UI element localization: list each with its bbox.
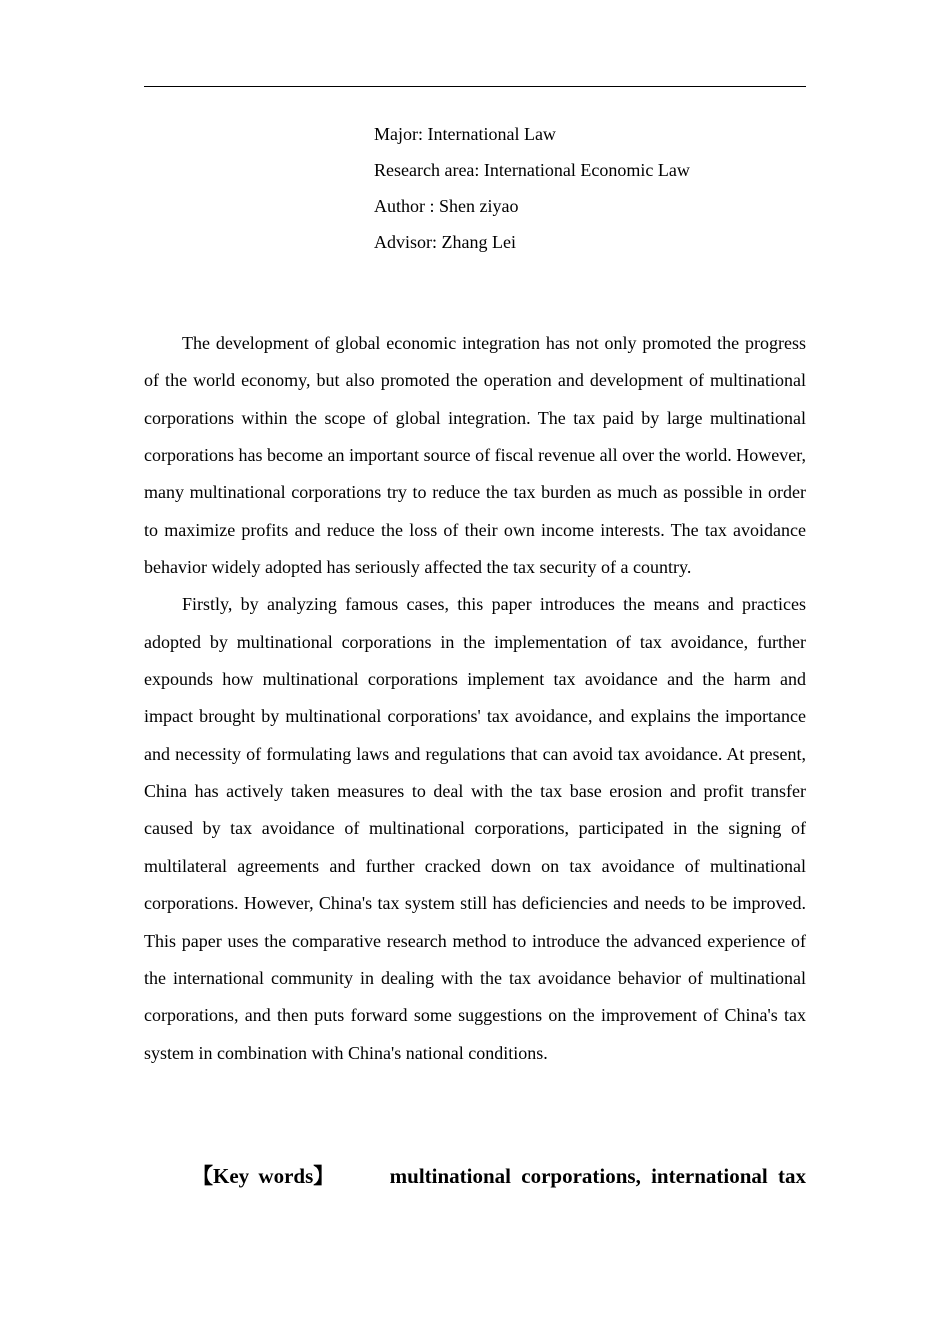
author-line: Author : Shen ziyao bbox=[374, 196, 519, 216]
abstract-paragraph: The development of global economic integration has not only promoted the progress of the world economy, but also promoted the operation and development of multinational corporations within the scope of global integration. The tax paid by large multinational corporations has become an important source of fiscal revenue all over the world. However, many multinational corporations try to reduce the tax burden as much as possible in order to maximize profits and reduce the loss of their own income interests. The tax avoidance behavior widely adopted has seriously affected the tax security of a country. bbox=[144, 333, 806, 578]
abstract-body bbox=[144, 325, 806, 1072]
research-area-line: Research area: International Economic Law bbox=[374, 160, 690, 180]
major-line: Major: International Law bbox=[374, 124, 556, 144]
advisor-line: Advisor: Zhang Lei bbox=[374, 232, 516, 252]
thesis-info-block bbox=[374, 116, 690, 260]
keywords-text: multinational corporations, international tax bbox=[389, 1164, 806, 1188]
keywords-label: 【Key words】 bbox=[192, 1164, 335, 1188]
header-rule bbox=[144, 86, 806, 87]
abstract-paragraph: Firstly, by analyzing famous cases, this paper introduces the means and practices adopted by multinational corporations in the implementation of tax avoidance, further expounds how multinational corporations implement tax avoidance and the harm and impact brought by multinational corporations' tax avoidance, and explains the importance and necessity of formulating laws and regulations that can avoid tax avoidance. At present, China has actively taken measures to deal with the tax base erosion and profit transfer caused by tax avoidance of multinational corporations, participated in the signing of multilateral agreements and further cracked down on tax avoidance of multinational corporations. However, China's tax system still has deficiencies and needs to be improved. This paper uses the comparative research method to introduce the advanced experience of the international community in dealing with the tax avoidance behavior of multinational corporations, and then puts forward some suggestions on the improvement of China's tax system in combination with China's national conditions. bbox=[144, 594, 806, 1063]
